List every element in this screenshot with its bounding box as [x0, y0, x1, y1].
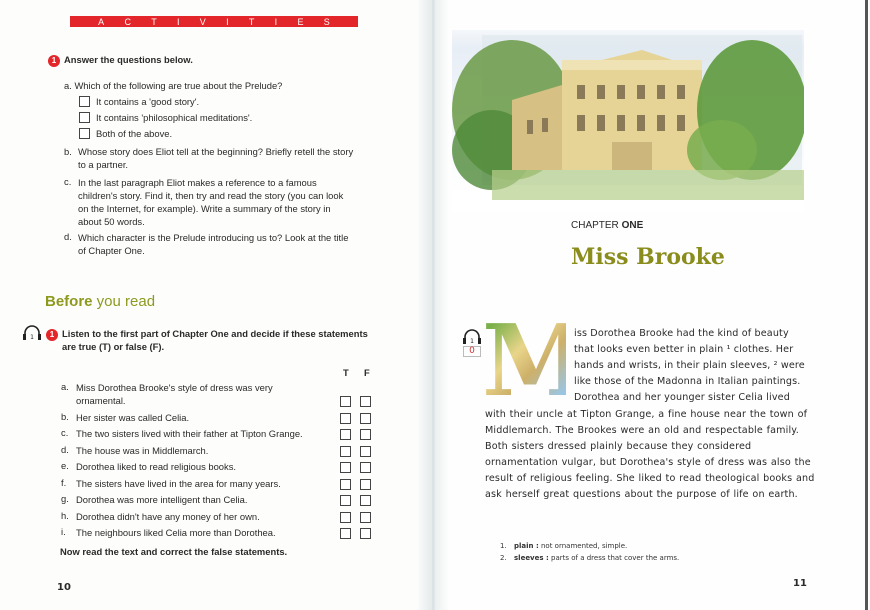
- line: about 50 words.: [78, 216, 145, 227]
- q-label: a.: [64, 80, 72, 91]
- question-d: [64, 231, 72, 243]
- banner-letter: I: [177, 16, 180, 27]
- track-number: 1: [470, 338, 474, 345]
- audio-track-icon[interactable]: [22, 325, 42, 345]
- statement-label: h.: [61, 509, 69, 521]
- statement-label: e.: [61, 460, 69, 471]
- footnote-term: sleeves :: [514, 554, 549, 562]
- statement-text: [76, 526, 276, 539]
- line: The two sisters lived with their father at Tipton Grange.: [76, 428, 303, 439]
- chapter-illustration-mansion: [452, 30, 804, 212]
- footnote: [500, 552, 679, 564]
- chapter-number: ONE: [621, 220, 644, 231]
- statement-text: [76, 477, 281, 490]
- statement-text: [76, 381, 273, 407]
- banner-letter: E: [297, 16, 304, 27]
- line: The sisters have lived in the area for many years.: [76, 477, 281, 489]
- statement-text: [76, 427, 303, 440]
- text-line: ask herself great questions about the purpose of life on earth.: [485, 489, 798, 500]
- line: Her sister was called Celia.: [76, 411, 190, 423]
- line: Dorothea was more intelligent than Celia.: [76, 494, 248, 505]
- text-line: result of religious feeling. She liked to read theological books and: [485, 473, 815, 484]
- question-a: [64, 80, 282, 92]
- text-line: Both sisters dressed plainly because they considered: [485, 441, 752, 452]
- text-line: Middlemarch. The Brookes were an old and respectable family.: [485, 425, 799, 436]
- true-checkbox[interactable]: [340, 429, 351, 440]
- exercise-number-badge: 1: [46, 329, 58, 341]
- banner-letter: I: [274, 16, 278, 27]
- true-checkbox[interactable]: [340, 462, 351, 473]
- true-checkbox[interactable]: [340, 446, 351, 457]
- heading-bold: Before: [45, 293, 93, 310]
- false-checkbox[interactable]: [360, 429, 371, 440]
- footnote-number: 1.: [500, 542, 507, 550]
- false-column-header: F: [364, 367, 370, 378]
- false-checkbox[interactable]: [360, 446, 371, 457]
- footnote-term: plain :: [514, 542, 539, 550]
- text-line: iss Dorothea Brooke had the kind of beauty: [574, 328, 789, 339]
- heading-rest: you read: [92, 293, 156, 310]
- section-heading: [45, 293, 155, 310]
- text-line: like those of the Madonna in Italian paintings.: [574, 376, 801, 387]
- track-number-box: 0: [463, 346, 481, 357]
- line: of Chapter One.: [78, 245, 145, 256]
- line: In the last paragraph Eliot makes a reference to a famous: [78, 177, 317, 188]
- line: are true (T) or false (F).: [62, 340, 165, 352]
- statement-text: [76, 510, 260, 523]
- statement-label: a.: [61, 381, 69, 392]
- false-checkbox[interactable]: [360, 413, 371, 424]
- page-number: 11: [793, 578, 807, 589]
- statement-text: [76, 444, 208, 457]
- exercise-1-instruction: [48, 54, 193, 67]
- true-checkbox[interactable]: [340, 528, 351, 539]
- question-c: [64, 176, 71, 188]
- line: The house was in Middlemarch.: [76, 444, 209, 456]
- line: ornamental.: [76, 395, 126, 406]
- question-c-text: [78, 176, 343, 228]
- false-checkbox[interactable]: [360, 479, 371, 490]
- statement-label: g.: [61, 493, 69, 504]
- track-number: 1: [30, 334, 34, 341]
- banner-letter: A: [98, 16, 105, 27]
- line: to a partner.: [78, 158, 129, 170]
- statement-label: f.: [61, 476, 67, 488]
- left-page: [0, 0, 432, 610]
- footnote-definition: not ornamented, simple.: [538, 542, 628, 550]
- text-line: Dorothea and her younger sister Celia lived: [574, 392, 790, 403]
- option-label: It contains a 'good story'.: [96, 96, 200, 107]
- text-line: hands and wrists, in their plain sleeves, ² were: [574, 360, 805, 371]
- banner-letter: I: [226, 16, 229, 27]
- text-line: with their uncle at Tipton Grange, a fine house near the town of: [485, 409, 808, 420]
- chapter-title: Miss Brooke: [571, 244, 725, 270]
- statement-text: [76, 460, 236, 473]
- drop-cap-illustrated: M: [482, 304, 591, 419]
- true-checkbox[interactable]: [340, 413, 351, 424]
- banner-letter: T: [248, 16, 255, 27]
- line: The neighbours liked Celia more than Dorothea.: [76, 527, 276, 538]
- question-d-text: [78, 231, 348, 257]
- false-checkbox[interactable]: [360, 528, 371, 539]
- q-label: c.: [64, 176, 72, 187]
- true-checkbox[interactable]: [340, 495, 351, 506]
- statement-label: c.: [61, 427, 69, 438]
- paragraph-indented: [574, 326, 805, 406]
- false-checkbox[interactable]: [360, 495, 371, 506]
- footer-instruction: Now read the text and correct the false statements.: [60, 546, 288, 557]
- false-checkbox[interactable]: [360, 462, 371, 473]
- statement-text: [76, 411, 189, 424]
- line: Which character is the Prelude introducing us to? Look at the title: [78, 232, 349, 243]
- line: Dorothea liked to read religious books.: [76, 461, 236, 472]
- text-line: that looks even better in plain ¹ clothes. Her: [574, 344, 794, 355]
- line: Whose story does Eliot tell at the beginning? Briefly retell the story: [78, 146, 354, 157]
- option-checkbox[interactable]: [79, 112, 90, 123]
- banner-letter: T: [151, 16, 157, 27]
- option-checkbox[interactable]: [79, 128, 90, 139]
- option-label: Both of the above.: [96, 128, 173, 139]
- banner-letter: C: [124, 16, 131, 27]
- line: Listen to the first part of Chapter One and decide if these statements: [62, 328, 368, 339]
- line: Dorothea didn't have any money of her own.: [76, 510, 260, 522]
- line: on the Internet, for example). Write a summary of the story in: [78, 203, 331, 214]
- exercise-number-badge: 1: [48, 55, 60, 67]
- page-number: 10: [57, 582, 71, 593]
- instruction-text: Answer the questions below.: [64, 54, 193, 65]
- line: children's story. Find it, then try and read the story (you can look: [78, 190, 344, 201]
- q-label: d.: [64, 231, 72, 242]
- q-text: Which of the following are true about the Prelude?: [74, 80, 283, 91]
- statement-text: [76, 493, 247, 506]
- footnotes: [500, 540, 679, 564]
- true-checkbox[interactable]: [340, 479, 351, 490]
- true-checkbox[interactable]: [340, 396, 351, 407]
- paragraph-full: [485, 407, 815, 503]
- q-label: b.: [64, 146, 72, 157]
- line: Miss Dorothea Brooke's style of dress was very: [76, 382, 273, 393]
- statement-label: d.: [61, 443, 69, 455]
- page-edge: [865, 0, 868, 610]
- false-checkbox[interactable]: [360, 396, 371, 407]
- banner-letter: S: [323, 16, 330, 27]
- chapter-word: CHAPTER: [571, 220, 622, 231]
- option-label: It contains 'philosophical meditations'.: [96, 112, 253, 123]
- false-checkbox[interactable]: [360, 512, 371, 523]
- chapter-label: [571, 220, 643, 231]
- footnote-definition: parts of a dress that cover the arms.: [548, 554, 680, 562]
- question-b: [64, 146, 72, 158]
- option-checkbox[interactable]: [79, 96, 90, 107]
- true-column-header: T: [343, 367, 349, 378]
- footnote: [500, 540, 679, 552]
- banner-letter: V: [199, 16, 206, 27]
- statement-label: b.: [61, 410, 69, 422]
- question-b-text: [78, 146, 353, 171]
- text-line: ornamentation vulgar, but Dorothea's style of dress was also the: [485, 457, 811, 468]
- activities-banner: [70, 16, 358, 27]
- footnote-number: 2.: [500, 554, 507, 562]
- true-checkbox[interactable]: [340, 512, 351, 523]
- statement-label: i.: [61, 526, 66, 537]
- exercise-2-instruction: [46, 328, 368, 353]
